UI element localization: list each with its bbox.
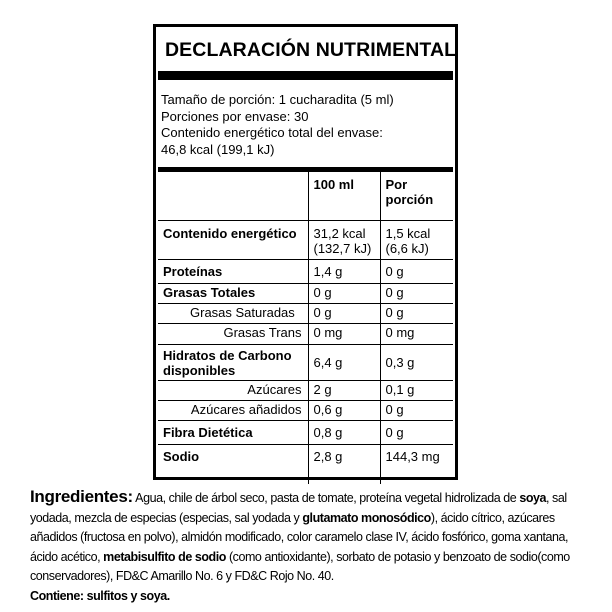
table-row [158, 323, 453, 344]
contains-line [30, 587, 586, 607]
header-100ml: 100 ml [308, 172, 380, 220]
nutrient-table [158, 172, 453, 484]
row-value-per-serving: 0,3 g [380, 344, 453, 380]
nutrition-facts-panel [153, 24, 458, 480]
allergen-metabisulfite: metabisulfito de sodio [103, 549, 226, 564]
row-value-per-serving: 144,3 mg [380, 444, 453, 484]
table-row [158, 400, 453, 420]
row-label: Hidratos de Carbono disponibles [158, 344, 308, 380]
row-value-100ml: 1,4 g [308, 259, 380, 283]
table-row [158, 259, 453, 283]
row-value-100ml: 2,8 g [308, 444, 380, 484]
ingredients-block [30, 487, 586, 606]
total-energy-value: 46,8 kcal (199,1 kJ) [161, 141, 275, 157]
row-label: Fibra Dietética [158, 420, 308, 444]
ingredients-text-3: ), ácido cítrico, azúcares añadidos (fructosa en polvo), almidón modificado, color caramelo clase IV, ácido fosfórico, goma xantana, ácido acético, [30, 510, 569, 564]
row-label: Grasas Totales [158, 283, 308, 303]
row-value-100ml: 0,8 g [308, 420, 380, 444]
row-label: Proteínas [158, 259, 308, 283]
ingredients-text-2: , sal yodada, mezcla de especias (especias, sal yodada y [30, 491, 567, 525]
row-label: Grasas Saturadas [158, 303, 308, 323]
row-value-per-serving: 0 mg [380, 323, 453, 344]
row-label: Azúcares añadidos [158, 400, 308, 420]
serving-size: Tamaño de porción: 1 cucharadita (5 ml) [161, 92, 394, 107]
row-value-per-serving: 0 g [380, 283, 453, 303]
servings-per-container: Porciones por envase: 30 [161, 108, 309, 124]
row-value-per-serving: 0 g [380, 303, 453, 323]
allergen-glutamate: glutamato monosódico [302, 510, 431, 525]
table-row [158, 303, 453, 323]
table-row [158, 380, 453, 400]
row-label: Grasas Trans [158, 323, 308, 344]
panel-title: DECLARACIÓN NUTRIMENTAL [165, 39, 457, 61]
table-row [158, 283, 453, 303]
row-value-100ml: 6,4 g [308, 344, 380, 380]
row-value-per-serving: 0,1 g [380, 380, 453, 400]
allergen-soya: soya [519, 491, 547, 505]
row-value-per-serving: 0 g [380, 259, 453, 283]
table-row [158, 344, 453, 380]
row-value-per-serving: 0 g [380, 420, 453, 444]
ingredients-label: Ingredientes: [30, 487, 133, 506]
header-per-serving: Por porción [380, 172, 453, 220]
header-blank [158, 172, 308, 220]
row-label: Azúcares [158, 380, 308, 400]
contains-text: sulfitos y soya. [83, 588, 170, 603]
table-row [158, 444, 453, 484]
ingredients-text-1: Agua, chile de árbol seco, pasta de tomate, proteína vegetal hidrolizada de [132, 491, 520, 505]
table-header-row [158, 172, 453, 220]
row-label: Contenido energético [158, 220, 308, 259]
thick-divider [158, 71, 453, 80]
table-row [158, 220, 453, 259]
row-value-per-serving: 1,5 kcal (6,6 kJ) [380, 220, 453, 259]
row-value-100ml: 0 g [308, 303, 380, 323]
row-value-per-serving: 0 g [380, 400, 453, 420]
row-value-100ml: 0 mg [308, 323, 380, 344]
serving-info [161, 92, 394, 158]
row-label: Sodio [158, 444, 308, 484]
row-value-100ml: 31,2 kcal (132,7 kJ) [308, 220, 380, 259]
contains-label: Contiene: [30, 588, 84, 603]
ingredients-text-4: (como antioxidante), sorbato de potasio y benzoato de sodio(como conservadores), FD&C Amarillo No. 6 y FD&C Rojo No. 40. [30, 549, 570, 583]
row-value-100ml: 0,6 g [308, 400, 380, 420]
table-row [158, 420, 453, 444]
row-value-100ml: 0 g [308, 283, 380, 303]
row-value-100ml: 2 g [308, 380, 380, 400]
total-energy-label: Contenido energético total del envase: [161, 125, 383, 140]
